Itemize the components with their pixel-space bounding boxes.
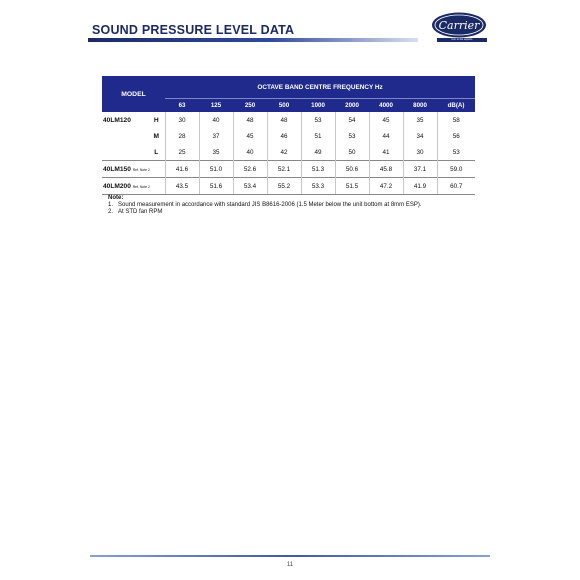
value-cell: 51.0: [199, 161, 233, 178]
freq-header: dB(A): [437, 99, 475, 113]
value-cell: 59.0: [437, 161, 475, 178]
value-cell: 44: [369, 128, 403, 144]
value-cell: 34: [403, 128, 437, 144]
value-cell: 53.4: [233, 178, 267, 195]
value-cell: 55.2: [267, 178, 301, 195]
value-cell: 50.6: [335, 161, 369, 178]
notes-title: Note:: [108, 195, 124, 201]
value-cell: 40: [233, 144, 267, 161]
octave-header: OCTAVE BAND CENTRE FREQUENCY Hz: [165, 76, 475, 99]
value-cell: 48: [233, 112, 267, 128]
freq-header: 4000: [369, 99, 403, 113]
table-row: [102, 144, 475, 161]
freq-header: 1000: [301, 99, 335, 113]
freq-header: 8000: [403, 99, 437, 113]
value-cell: 41.6: [165, 161, 199, 178]
value-cell: 51.3: [301, 161, 335, 178]
table-row: [102, 128, 475, 144]
page-number: 11: [286, 562, 294, 568]
fan-speed-cell: L: [154, 148, 159, 156]
value-cell: 51: [301, 128, 335, 144]
value-cell: 41: [369, 144, 403, 161]
note-item: 1. Sound measurement in accordance with standard JIS B8616-2006 (1.5 Meter below the unit bottom at 8mm ESP).: [108, 202, 422, 208]
logo-tagline: turn to the experts: [437, 38, 487, 42]
note-item: 2. At STD fan RPM: [108, 209, 163, 215]
value-cell: 51.5: [335, 178, 369, 195]
value-cell: 45: [233, 128, 267, 144]
value-cell: 48: [267, 112, 301, 128]
value-cell: 37: [199, 128, 233, 144]
value-cell: 45.8: [369, 161, 403, 178]
value-cell: 60.7: [437, 178, 475, 195]
value-cell: 53: [301, 112, 335, 128]
model-cell: [102, 144, 148, 161]
value-cell: 41.9: [403, 178, 437, 195]
value-cell: 35: [403, 112, 437, 128]
freq-header: 250: [233, 99, 267, 113]
header-rule: [88, 38, 418, 42]
logo-text: Carrier: [438, 19, 480, 32]
model-cell: [102, 128, 148, 144]
value-cell: 28: [165, 128, 199, 144]
model-cell: 40LM200 Ref. Note 2: [102, 178, 165, 195]
value-cell: 54: [335, 112, 369, 128]
value-cell: 49: [301, 144, 335, 161]
value-cell: 51.6: [199, 178, 233, 195]
value-cell: 47.2: [369, 178, 403, 195]
model-header: MODEL: [102, 76, 165, 112]
page-title: SOUND PRESSURE LEVEL DATA: [92, 23, 295, 37]
value-cell: 46: [267, 128, 301, 144]
fan-speed-cell: H: [153, 116, 159, 124]
value-cell: 30: [165, 112, 199, 128]
value-cell: 52.1: [267, 161, 301, 178]
value-cell: 35: [199, 144, 233, 161]
value-cell: 25: [165, 144, 199, 161]
value-cell: 40: [199, 112, 233, 128]
model-cell: 40LM120: [103, 116, 131, 124]
carrier-logo: [430, 11, 488, 41]
value-cell: 58: [437, 112, 475, 128]
table-row: [102, 161, 475, 178]
value-cell: 43.5: [165, 178, 199, 195]
value-cell: 37.1: [403, 161, 437, 178]
footer-rule: [90, 555, 490, 557]
freq-header: 125: [199, 99, 233, 113]
freq-header: 500: [267, 99, 301, 113]
value-cell: 30: [403, 144, 437, 161]
value-cell: 42: [267, 144, 301, 161]
fan-speed-cell: M: [153, 132, 159, 140]
notes: [108, 195, 422, 216]
value-cell: 45: [369, 112, 403, 128]
freq-header: 2000: [335, 99, 369, 113]
value-cell: 52.6: [233, 161, 267, 178]
model-cell: 40LM150 Ref. Note 2: [102, 161, 165, 178]
table-row: [102, 112, 475, 128]
value-cell: 56: [437, 128, 475, 144]
freq-header: 63: [165, 99, 199, 113]
sound-pressure-table: [102, 76, 475, 195]
table-row: [102, 178, 475, 195]
value-cell: 50: [335, 144, 369, 161]
value-cell: 53.3: [301, 178, 335, 195]
value-cell: 53: [335, 128, 369, 144]
value-cell: 53: [437, 144, 475, 161]
